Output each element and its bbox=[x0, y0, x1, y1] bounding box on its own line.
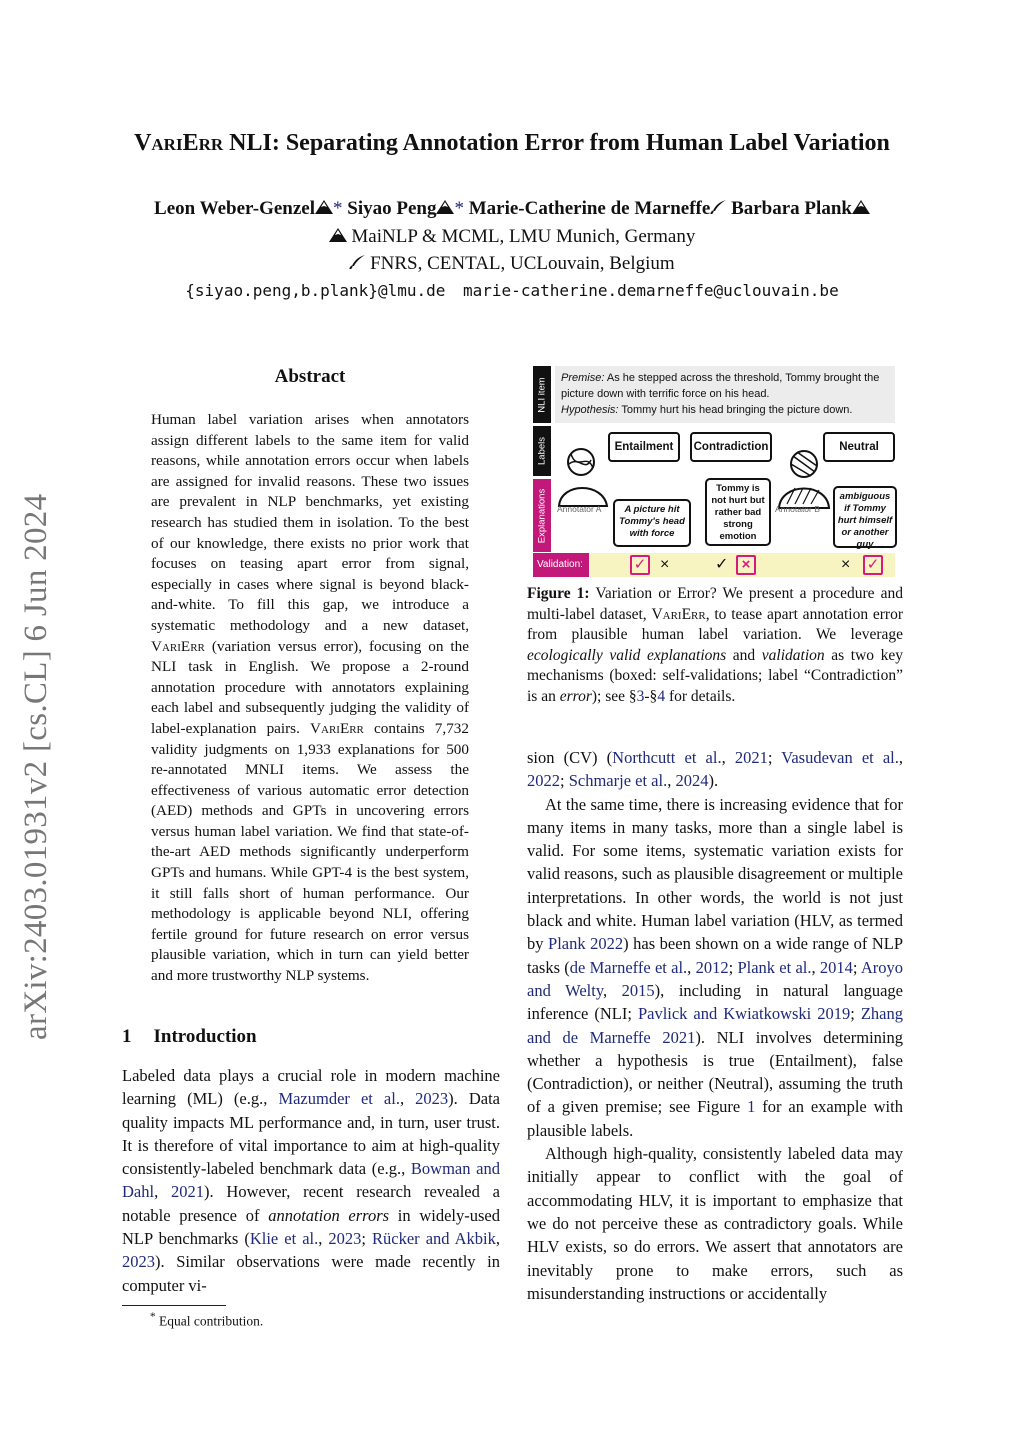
citation-link[interactable]: Pavlick and Kwiatkowski bbox=[637, 1004, 812, 1024]
author-line bbox=[0, 198, 1024, 220]
citation-link[interactable]: 2022 bbox=[527, 771, 560, 791]
affiliation-2: FNRS, CENTAL, UCLouvain, Belgium bbox=[0, 253, 1024, 275]
citation-link[interactable]: 2023 bbox=[328, 1229, 362, 1249]
author-name: Marie-Catherine de Marneffe bbox=[468, 198, 711, 219]
annotator-a-drawing bbox=[555, 442, 615, 512]
paragraph: sion (CV) (Northcutt et al., 2021; Vasudevan et al., 2022; Schmarje et al., 2024). bbox=[527, 748, 904, 791]
author-name: Barbara Plank bbox=[731, 198, 852, 219]
author-emails bbox=[0, 281, 1024, 300]
mountain-icon bbox=[315, 200, 333, 214]
abstract-text: Human label variation arises when annotators assign different labels to the same item for valid reasons, while annotation errors occur when labels are assigned for invalid reasons. These two issues are prevalent in NLP benchmarks, yet existing research has studied them in isolation. To the best of our knowledge, there exists no prior work that focuses on teasing apart error from signal, especially in cases where signal is beyond black-and-white. To fill this gap, we introduce a systematic methodology and a new dataset, VariErr (variation versus error), focusing on the NLI task in English. We propose a 2-round annotation procedure with annotators explaining each label and subsequently judging the validity of label-explanation pairs. VariErr contains 7,732 validity judgments on 1,933 explanations for 500 re-annotated MNLI items. We assess the effectiveness of various automatic error detection (AED) methods and GPTs in uncovering errors versus human label variation. We find that state-of-the-art AED methods significantly underperform GPTs and humans. While GPT-4 is the best system, it still falls short of human performance. Our methodology is applicable beyond NLI, offering fertile ground for future research on error versus plausible variation, which in turn can yield better and more trustworthy NLP systems. bbox=[151, 411, 469, 985]
intro-left-column bbox=[122, 1064, 500, 1297]
intro-right-column bbox=[527, 746, 903, 1305]
self-validation-box: ✓ bbox=[630, 555, 650, 575]
author-name: Leon Weber-Genzel bbox=[154, 198, 315, 219]
arxiv-identifier: arXiv:2403.01931v2 [cs.CL] 6 Jun 2024 bbox=[18, 493, 54, 1040]
email[interactable]: {siyao.peng,b.plank}@lmu.de bbox=[185, 281, 446, 300]
annotator-b-drawing bbox=[773, 446, 835, 512]
citation-link[interactable]: Mazumder et al. bbox=[278, 1089, 400, 1109]
premise-text: As he stepped across the threshold, Tommy brought the picture down with terrific force on his head. bbox=[561, 372, 880, 400]
citation-link[interactable]: 2024 bbox=[675, 771, 709, 791]
citation-link[interactable]: Schmarje et al. bbox=[568, 771, 668, 791]
equal-contribution-marker: * bbox=[333, 198, 343, 219]
paper-title: VariErr NLI: Separating Annotation Error from Human Label Variation bbox=[134, 130, 890, 156]
label-contradiction: Contradiction bbox=[690, 432, 772, 462]
abstract-heading: Abstract bbox=[274, 366, 346, 387]
section-link[interactable]: 4 bbox=[657, 687, 666, 705]
citation-link[interactable]: Rücker and Akbik bbox=[372, 1229, 496, 1249]
citation-link[interactable]: 2021 bbox=[662, 1027, 696, 1047]
equal-contribution-marker: * bbox=[454, 198, 464, 219]
citation-link[interactable]: 2023 bbox=[122, 1252, 155, 1272]
quill-icon bbox=[349, 255, 365, 269]
paragraph: Labeled data plays a crucial role in modern machine learning (ML) (e.g., Mazumder et al., 2023). Data quality impacts ML performance and, in turn, user trust. It is therefore of vital importance to aim at high-quality consistently-labeled benchmark data (e.g., Bowman and Dahl, 2021). However, recent research revealed a notable presence of annotation errors in widely-used NLP benchmarks (Klie et al., 2023; Rücker and Akbik, 2023). Similar observations were made recently in computer vi- bbox=[122, 1066, 501, 1295]
mountain-icon bbox=[852, 200, 870, 214]
annotator-a-label: Annotator A bbox=[557, 504, 602, 514]
footnote: * Equal contribution. bbox=[150, 1311, 264, 1329]
citation-link[interactable]: Aroyo and Welty bbox=[527, 957, 904, 1000]
paragraph: Although high-quality, consistently labeled data may initially appear to conflict with the goal of accommodating HLV, it is important to emphasize that we do not perceive these as contradictory goals. While HLV exists, so do errors. We assert that annotators are inevitably prone to make errors, such as misunderstanding instructions or accidentally bbox=[527, 1144, 903, 1303]
paragraph: At the same time, there is increasing evidence that for many items in many tasks, more than a single label is valid. For some items, systematic variation exists for valid reasons, such as plausible disagreement or multiple interpretations. In other words, the world is not just black and white. Human label variation (HLV, as termed by Plank 2022) has been shown on a wide range of NLP tasks (de Marneffe et al., 2012; Plank et al., 2014; Aroyo and Welty, 2015), including in natural language inference (NLI; Pavlick and Kwiatkowski 2019; Zhang and de Marneffe 2021). NLI involves determining whether a hypothesis is true (Entailment), false (Contradiction), or neither (Neutral), assuming the truth of a given premise; see Figure 1 for an example with plausible labels. bbox=[527, 794, 904, 1140]
cross-mark: × bbox=[841, 556, 851, 573]
affiliation-1: MaiNLP & MCML, LMU Munich, Germany bbox=[0, 226, 1024, 248]
email[interactable]: marie-catherine.demarneffe@uclouvain.be bbox=[463, 281, 839, 300]
citation-link[interactable]: Zhang and de Marneffe bbox=[527, 1004, 903, 1047]
label-entailment: Entailment bbox=[608, 432, 680, 462]
figure-1 bbox=[533, 366, 903, 578]
citation-link[interactable]: 2021 bbox=[171, 1182, 204, 1202]
citation-link[interactable]: 2014 bbox=[819, 957, 853, 977]
citation-link[interactable]: Vasudevan et al. bbox=[781, 748, 899, 767]
explanation-bubble: A picture hit Tommy's head with force bbox=[613, 499, 691, 547]
section-link[interactable]: 3 bbox=[636, 687, 645, 705]
band-explanations: Explanations bbox=[533, 479, 551, 552]
citation-link[interactable]: 2019 bbox=[817, 1004, 851, 1024]
citation-link[interactable]: Plank bbox=[548, 934, 586, 954]
quill-icon bbox=[710, 200, 726, 214]
self-validation-box: ✓ bbox=[863, 555, 883, 575]
band-nli-item: NLI item bbox=[533, 366, 551, 423]
footnote-rule bbox=[122, 1305, 226, 1306]
citation-link[interactable]: Plank et al. bbox=[737, 957, 812, 977]
citation-link[interactable]: 2023 bbox=[415, 1089, 449, 1109]
annotator-b-label: Annotator B bbox=[775, 504, 820, 514]
validation-row bbox=[533, 553, 895, 577]
citation-link[interactable]: Northcutt et al. bbox=[612, 748, 722, 767]
citation-link[interactable]: 2021 bbox=[734, 748, 768, 767]
citation-link[interactable]: Klie et al. bbox=[249, 1229, 319, 1249]
mountain-icon bbox=[329, 228, 347, 242]
section-heading-introduction: 1 Introduction bbox=[122, 1026, 257, 1047]
citation-link[interactable]: 2012 bbox=[695, 957, 729, 977]
citation-link[interactable]: 2015 bbox=[621, 980, 655, 1000]
explanation-bubble: Tommy is not hurt but rather bad strong emotion bbox=[705, 478, 771, 546]
label-neutral: Neutral bbox=[823, 432, 895, 462]
mountain-icon bbox=[436, 200, 454, 214]
citation-link[interactable]: 2022 bbox=[590, 934, 624, 954]
figure-link[interactable]: 1 bbox=[747, 1097, 756, 1117]
citation-link[interactable]: Bowman and Dahl bbox=[122, 1159, 501, 1202]
band-labels: Labels bbox=[533, 426, 551, 476]
explanation-bubble: ambiguous if Tommy hurt himself or another guy bbox=[833, 486, 897, 548]
figure-caption: Figure 1: Variation or Error? We present a procedure and multi-label dataset, VariErr, to tease apart annotation error from plausible human label variation. We leverage ecologically valid explanations and validation as two key mechanisms (boxed: self-validations; label “Contradiction” is an error); see §3-§4 for details. bbox=[527, 585, 904, 705]
hypothesis-text: Tommy hurt his head bringing the picture down. bbox=[621, 404, 853, 416]
self-validation-box: × bbox=[736, 555, 756, 575]
cross-mark: × bbox=[660, 556, 670, 573]
check-mark: ✓ bbox=[715, 556, 729, 573]
validation-label: Validation: bbox=[533, 553, 589, 577]
author-name: Siyao Peng bbox=[347, 198, 437, 219]
citation-link[interactable]: de Marneffe et al. bbox=[569, 957, 688, 977]
nli-item-box: Premise: As he stepped across the threshold, Tommy brought the picture down with terrific force on his head. Hypothesis: Tommy hurt his head bringing the picture down. bbox=[555, 366, 895, 423]
